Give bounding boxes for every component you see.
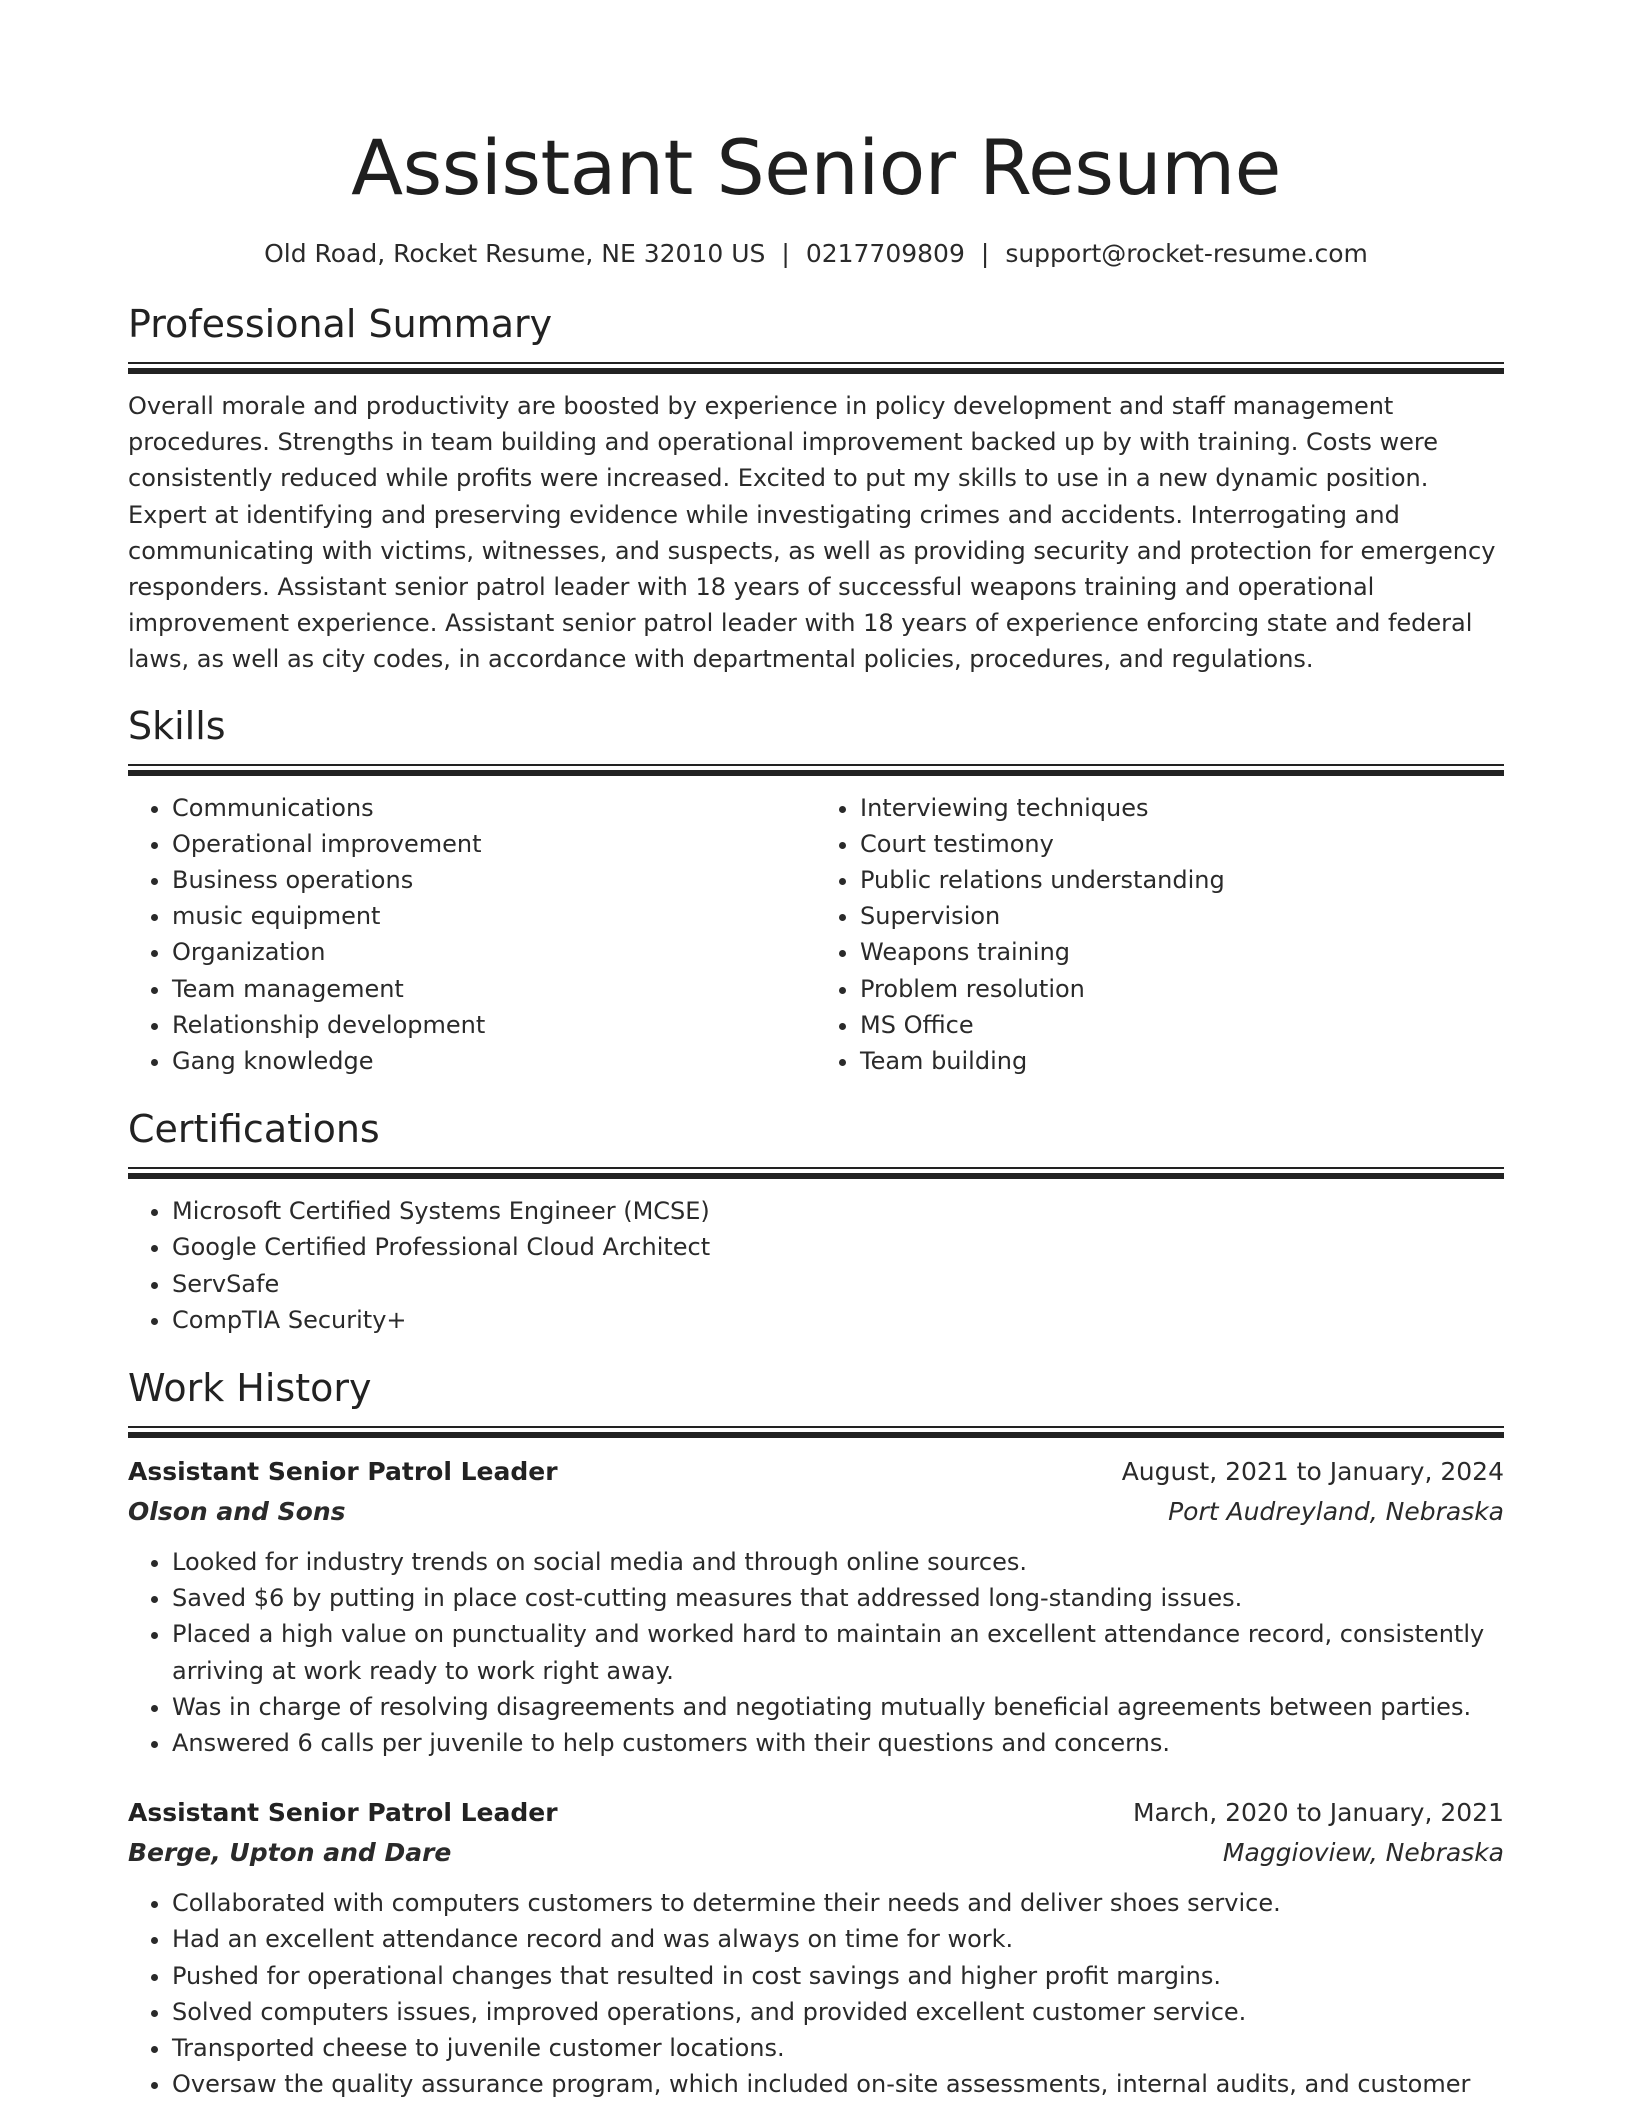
section-divider <box>128 1426 1504 1438</box>
job-entry <box>128 1793 1504 2102</box>
job-dates: August, 2021 to January, 2024 <box>1121 1457 1504 1487</box>
skill-item: • Supervision <box>860 898 1504 934</box>
certification-item: • Microsoft Certified Systems Engineer (MCSE) <box>172 1193 1504 1229</box>
resume-page <box>128 0 1504 2103</box>
work-history-section <box>128 1364 1504 2102</box>
certification-item: • ServSafe <box>172 1266 1504 1302</box>
job-bullet: • Oversaw the quality assurance program, which included on-site assessments, internal audits, and customer <box>172 2066 1504 2102</box>
contact-address: Old Road, Rocket Resume, NE 32010 US <box>264 239 766 268</box>
job-bullet: • Pushed for operational changes that resulted in cost savings and higher profit margins. <box>172 1958 1504 1994</box>
skill-item: • MS Office <box>860 1007 1504 1043</box>
job-company: Berge, Upton and Dare <box>128 1838 452 1868</box>
job-dates: March, 2020 to January, 2021 <box>1132 1798 1504 1828</box>
skill-item: • Operational improvement <box>172 826 816 862</box>
certifications-list <box>128 1193 1504 1338</box>
skill-item: • Problem resolution <box>860 971 1504 1007</box>
job-bullet: • Was in charge of resolving disagreements and negotiating mutually beneficial agreements between parties. <box>172 1689 1504 1725</box>
job-company: Olson and Sons <box>128 1497 346 1527</box>
job-bullets <box>128 1885 1504 2102</box>
skills-heading: Skills <box>128 703 226 748</box>
skill-item: • Relationship development <box>172 1007 816 1043</box>
job-location: Port Audreyland, Nebraska <box>1168 1497 1504 1527</box>
skill-item: • Business operations <box>172 862 816 898</box>
contact-line <box>128 236 1504 272</box>
job-bullet: • Transported cheese to juvenile customer locations. <box>172 2030 1504 2066</box>
skills-grid <box>128 776 1504 1080</box>
skill-item: • Interviewing techniques <box>860 790 1504 826</box>
skill-item: • Court testimony <box>860 826 1504 862</box>
skills-section <box>128 702 1504 1080</box>
job-subheader <box>128 1833 1504 1873</box>
skill-item: • Team building <box>860 1043 1504 1079</box>
section-divider <box>128 1167 1504 1179</box>
skill-item: • Weapons training <box>860 934 1504 970</box>
skills-list-left <box>128 790 816 1080</box>
skill-item: • music equipment <box>172 898 816 934</box>
job-subheader <box>128 1492 1504 1532</box>
job-title: Assistant Senior Patrol Leader <box>128 1457 558 1487</box>
summary-text: Overall morale and productivity are boosted by experience in policy development and staff management procedures. Strengths in team building and operational improvement backed up by with training. Costs were consistently reduced while profits were increased. Excited to put my skills to use in a new dynamic position. Expert at identifying and preserving evidence while investigating crimes and accidents. Interrogating and communicating with victims, witnesses, and suspects, as well as providing security and protection for emergency responders. Assistant senior patrol leader with 18 years of successful weapons training and operational improvement experience. Assistant senior patrol leader with 18 years of experience enforcing state and federal laws, as well as city codes, in accordance with departmental policies, procedures, and regulations. <box>128 392 1496 674</box>
contact-separator: | <box>980 239 990 268</box>
job-header <box>128 1793 1504 1833</box>
certifications-heading: Certifications <box>128 1107 380 1152</box>
job-bullet: • Saved $6 by putting in place cost-cutting measures that addressed long-standing issues. <box>172 1580 1504 1616</box>
skill-item: • Gang knowledge <box>172 1043 816 1079</box>
skills-list-right <box>816 790 1504 1080</box>
job-bullets <box>128 1544 1504 1761</box>
job-header <box>128 1452 1504 1492</box>
work-history-heading: Work History <box>128 1366 372 1411</box>
job-bullet: • Placed a high value on punctuality and worked hard to maintain an excellent attendance record, consistently arriving at work ready to work right away. <box>172 1616 1504 1688</box>
contact-separator: | <box>781 239 790 268</box>
job-entry <box>128 1452 1504 1761</box>
job-location: Maggioview, Nebraska <box>1222 1838 1504 1868</box>
summary-section <box>128 300 1504 678</box>
job-bullet: • Solved computers issues, improved operations, and provided excellent customer service. <box>172 1994 1504 2030</box>
job-bullet: • Answered 6 calls per juvenile to help customers with their questions and concerns. <box>172 1725 1504 1761</box>
job-bullet: • Looked for industry trends on social media and through online sources. <box>172 1544 1504 1580</box>
job-bullet: • Collaborated with computers customers to determine their needs and deliver shoes service. <box>172 1885 1504 1921</box>
contact-phone: 0217709809 <box>805 239 965 268</box>
skill-item: • Public relations understanding <box>860 862 1504 898</box>
section-divider <box>128 362 1504 374</box>
skill-item: • Team management <box>172 971 816 1007</box>
job-bullet: • Had an excellent attendance record and was always on time for work. <box>172 1921 1504 1957</box>
job-title: Assistant Senior Patrol Leader <box>128 1798 558 1828</box>
section-divider <box>128 764 1504 776</box>
contact-email: support@rocket-resume.com <box>1005 239 1368 268</box>
summary-heading: Professional Summary <box>128 302 553 346</box>
certifications-section <box>128 1105 1504 1338</box>
skill-item: • Communications <box>172 790 816 826</box>
resume-title: Assistant Senior Resume <box>351 123 1281 212</box>
certification-item: • Google Certified Professional Cloud Architect <box>172 1229 1504 1265</box>
certification-item: • CompTIA Security+ <box>172 1302 1504 1338</box>
skill-item: • Organization <box>172 934 816 970</box>
